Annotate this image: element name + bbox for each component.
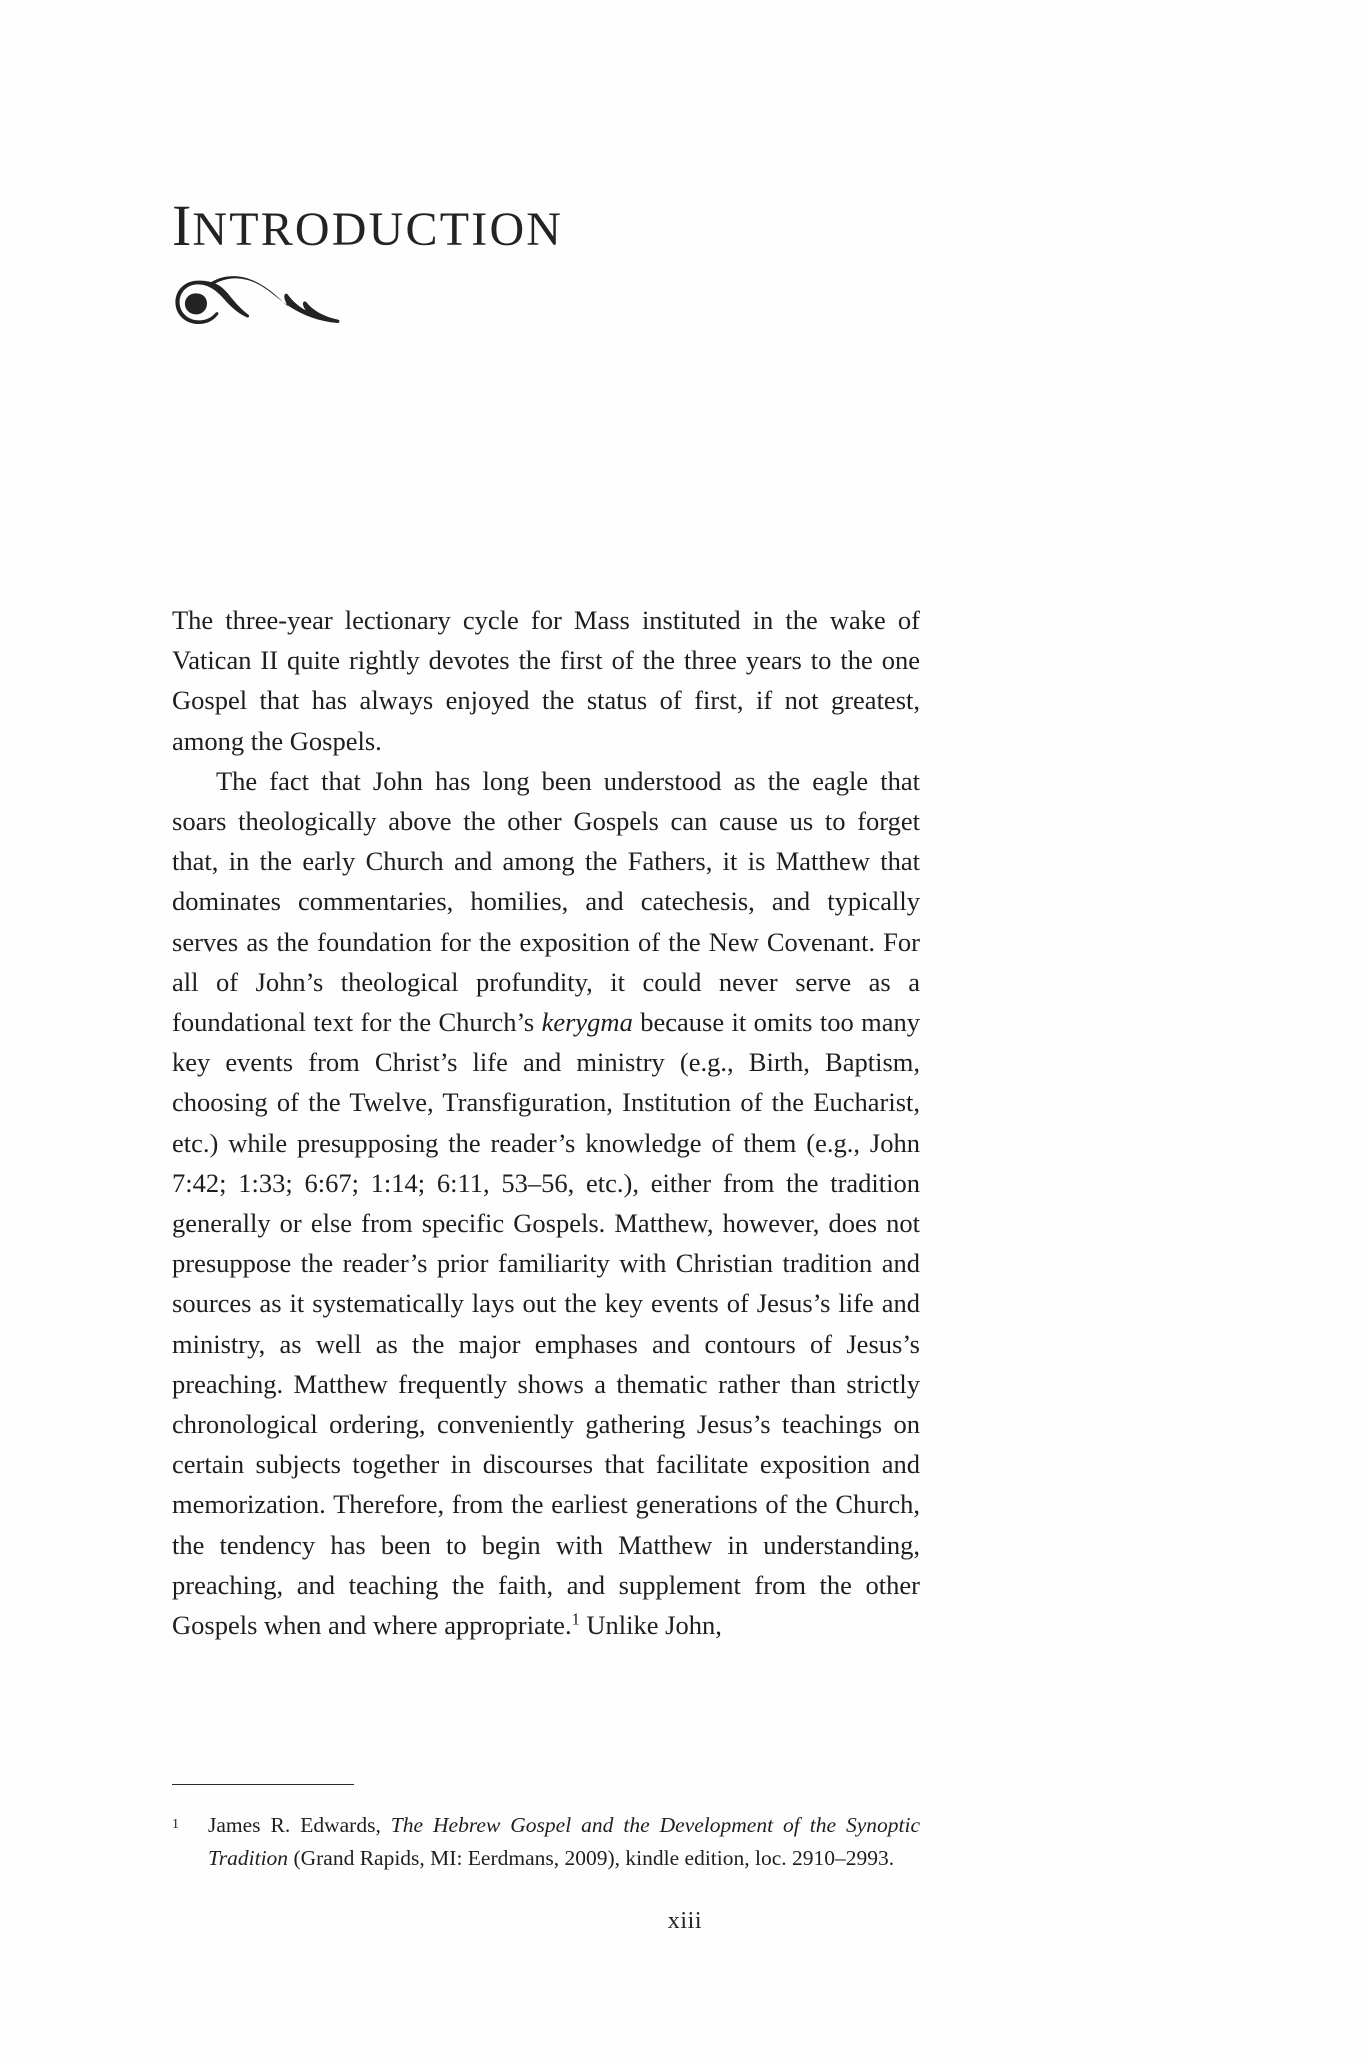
footnote-text <box>208 1813 920 1870</box>
fleuron-swash-ornament <box>172 273 920 335</box>
footnote-item <box>172 1809 920 1875</box>
page-title-rest: NTRODUCTION <box>192 203 564 256</box>
text-run: Unlike John, <box>579 1610 722 1641</box>
text-run: (Grand Rapids, MI: Eerdmans, 2009), kindle edition, loc. 2910–2993. <box>288 1846 895 1870</box>
text-run: The three-year lectionary cycle for Mass instituted in the wake of Vatican II quite rightly devotes the first of the three years to the one Gospel that has always enjoyed the status of first, if not greatest, among the Gospels. <box>172 605 920 756</box>
page-number: xiii <box>667 1908 703 1934</box>
footnote-reference[interactable]: 1 <box>571 1609 580 1629</box>
page-title <box>172 193 920 258</box>
body-text <box>172 600 920 1645</box>
italic-run: kerygma <box>541 1007 633 1038</box>
footnote-marker: 1 <box>172 1817 179 1832</box>
page-title-initial: I <box>172 193 193 258</box>
paragraph-1 <box>172 600 920 761</box>
text-run: The fact that John has long been understood as the eagle that soars theologically above the other Gospels can cause us to forget that, in the early Church and among the Fathers, it is Matthew that dominates commentaries, homilies, and catechesis, and typically serves as the foundation for the exposition of the New Covenant. For all of John’s theological profundity, it could never serve as a foundational text for the Church’s <box>172 765 920 1038</box>
text-run: because it omits too many key events from Christ’s life and ministry (e.g., Birth, Baptism, choosing of the Twelve, Transfiguration, Institution of the Eucharist, etc.) while presupposing the reader’s knowledge of them (e.g., John 7:42; 1:33; 6:67; 1:14; 6:11, 53–56, etc.), either from the tradition generally or else from specific Gospels. Matthew, however, does not presuppose the reader’s prior familiarity with Christian tradition and sources as it systematically lays out the key events of Jesus’s life and ministry, as well as the major emphases and contours of Jesus’s preaching. Matthew frequently shows a thematic rather than strictly chronological ordering, conveniently gathering Jesus’s teachings on certain subjects together in discourses that facilitate exposition and memorization. Therefore, from the earliest generations of the Church, the tendency has been to begin with Matthew in understanding, preaching, and teaching the faith, and supplement from the other Gospels when and where appropriate. <box>172 1007 920 1641</box>
italic-run: The Hebrew Gospel and the Development of the Synoptic Tradition <box>208 1813 920 1870</box>
paragraph-2 <box>172 761 920 1645</box>
footnote-separator-rule <box>172 1784 354 1785</box>
text-run: James R. Edwards, <box>208 1813 391 1837</box>
chapter-heading <box>172 193 920 335</box>
footnote-section <box>172 1784 920 1875</box>
